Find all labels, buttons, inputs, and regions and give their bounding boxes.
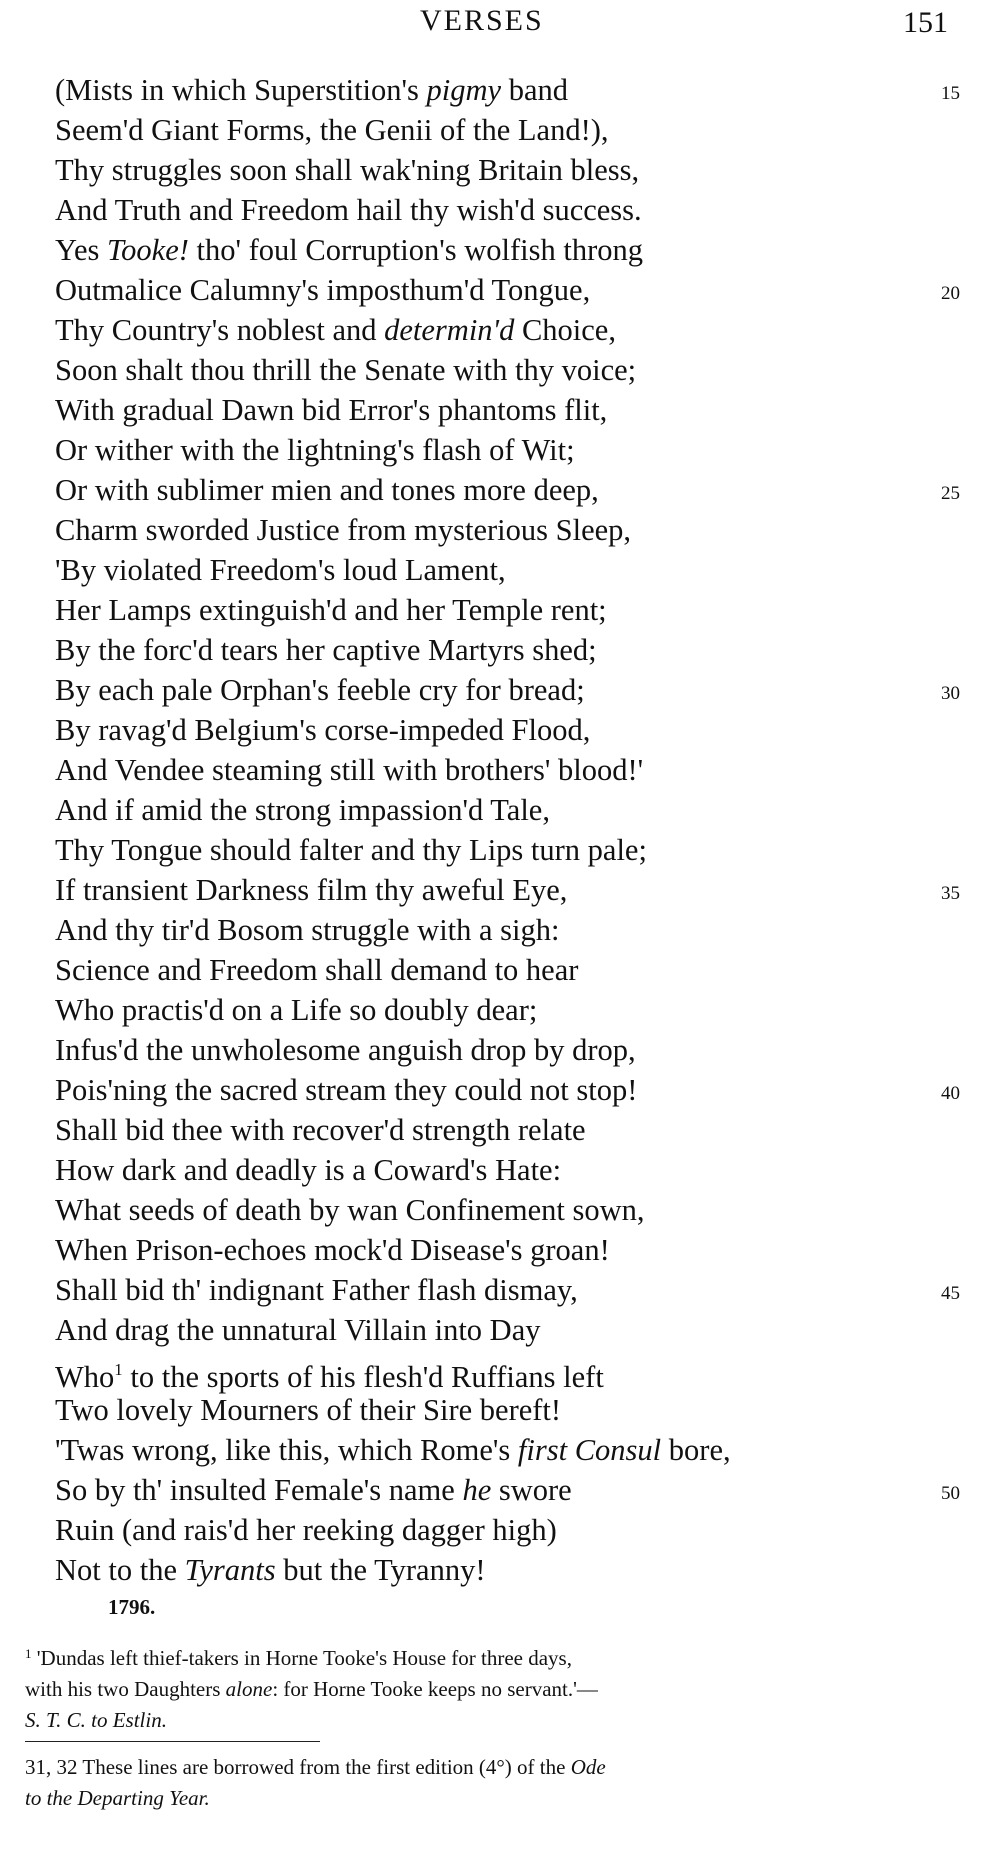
verse-text xyxy=(55,1190,645,1230)
footnote-reference: 1 xyxy=(114,1360,123,1379)
verse-fragment: swore xyxy=(491,1473,572,1507)
verse-text xyxy=(55,950,578,990)
verse-text xyxy=(55,1030,636,1070)
verse-text xyxy=(55,870,567,910)
line-number: 20 xyxy=(941,283,960,304)
verse-text xyxy=(55,750,643,790)
verse-fragment: Yes xyxy=(55,233,108,267)
verse-text xyxy=(55,1470,572,1510)
verse-fragment: If transient Darkness film thy aweful Eye, xyxy=(55,873,568,907)
verse-text xyxy=(55,110,609,150)
italic-phrase: Tooke! xyxy=(107,233,189,267)
verse-fragment: tho' foul Corruption's wolfish throng xyxy=(188,233,643,267)
verse-text xyxy=(55,1390,561,1430)
verse-fragment: band xyxy=(501,73,568,107)
verse-fragment: And drag the unnatural Villain into Day xyxy=(55,1313,541,1347)
verse-line xyxy=(0,1230,1000,1270)
poem-date: 1796. xyxy=(108,1595,156,1619)
footnote-1-line-1 xyxy=(25,1638,970,1674)
verse-line xyxy=(0,670,1000,710)
verse-fragment: And thy tir'd Bosom struggle with a sigh: xyxy=(55,913,560,947)
verse-fragment: Her Lamps extinguish'd and her Temple rent; xyxy=(55,593,607,627)
footnote-1-line-3 xyxy=(25,1705,970,1736)
verse-line xyxy=(0,430,1000,470)
verse-text xyxy=(55,590,607,630)
verse-fragment: Thy Tongue should falter and thy Lips turn pale; xyxy=(55,833,647,867)
verse-text xyxy=(55,630,597,670)
footnote-marker: 1 xyxy=(25,1646,32,1661)
verse-fragment: By ravag'd Belgium's corse-impeded Flood, xyxy=(55,713,591,747)
verse-text xyxy=(55,910,560,950)
footnote-1-text-1: 'Dundas left thief-takers in Horne Tooke's House for three days, xyxy=(36,1646,572,1670)
verse-fragment: Thy Country's noblest and xyxy=(55,313,385,347)
italic-phrase: first Consul xyxy=(517,1433,662,1467)
verse-fragment: Two lovely Mourners of their Sire bereft! xyxy=(55,1393,562,1427)
verse-text xyxy=(55,1230,610,1270)
line-number: 25 xyxy=(941,483,960,504)
verse-text xyxy=(55,670,585,710)
italic-phrase: determin'd xyxy=(384,313,515,347)
verse-fragment: Shall bid th' indignant Father flash dismay, xyxy=(55,1273,578,1307)
line-number: 15 xyxy=(941,83,960,104)
verse-fragment: Infus'd the unwholesome anguish drop by drop, xyxy=(55,1033,636,1067)
verse-text xyxy=(55,270,590,310)
verse-line xyxy=(0,1070,1000,1110)
verse-fragment: Pois'ning the sacred stream they could not stop! xyxy=(55,1073,638,1107)
verse-text xyxy=(55,350,636,390)
verse-text xyxy=(55,1110,586,1150)
verse-line xyxy=(0,550,1000,590)
verse-text xyxy=(55,470,599,510)
verse-text xyxy=(55,1150,561,1190)
footnote-2-line-1 xyxy=(25,1752,970,1783)
verse-text xyxy=(55,550,506,590)
footnote-2-text-1b: Ode xyxy=(570,1755,606,1779)
verse-fragment: When Prison-echoes mock'd Disease's groan! xyxy=(55,1233,610,1267)
verse-text xyxy=(55,830,647,870)
footnote-1-text-2a: with his two Daughters xyxy=(25,1677,226,1701)
line-number: 50 xyxy=(941,1483,960,1504)
verse-text xyxy=(55,310,616,350)
verse-line xyxy=(0,270,1000,310)
verse-fragment: 'By violated Freedom's loud Lament, xyxy=(55,553,506,587)
footnote-1-line-2 xyxy=(25,1674,970,1705)
footnote-2-line-2 xyxy=(25,1783,970,1814)
verse-fragment: Soon shalt thou thrill the Senate with thy voice; xyxy=(55,353,637,387)
verse-line xyxy=(0,1470,1000,1510)
verse-line xyxy=(0,990,1000,1030)
verse-fragment: And if amid the strong impassion'd Tale, xyxy=(55,793,550,827)
verse-fragment: Who xyxy=(55,1360,115,1394)
verse-fragment: With gradual Dawn bid Error's phantoms flit, xyxy=(55,393,608,427)
verse-fragment: 'Twas wrong, like this, which Rome's xyxy=(55,1433,518,1467)
footnote-2-text-2: to the Departing Year. xyxy=(25,1786,210,1810)
verse-line xyxy=(0,510,1000,550)
verse-text xyxy=(55,1550,486,1590)
verse-fragment: Or with sublimer mien and tones more deep, xyxy=(55,473,599,507)
verse-line xyxy=(0,910,1000,950)
verse-fragment: Outmalice Calumny's imposthum'd Tongue, xyxy=(55,273,591,307)
verse-line xyxy=(0,190,1000,230)
verse-fragment: Choice, xyxy=(514,313,616,347)
verse-line xyxy=(0,1430,1000,1470)
verse-line xyxy=(0,630,1000,670)
verse-line xyxy=(0,110,1000,150)
verse-line xyxy=(0,950,1000,990)
verse-fragment: Thy struggles soon shall wak'ning Britain bless, xyxy=(55,153,640,187)
verse-text xyxy=(55,990,537,1030)
verse-fragment: Who practis'd on a Life so doubly dear; xyxy=(55,993,538,1027)
verse-text xyxy=(55,390,607,430)
verse-line xyxy=(0,1270,1000,1310)
verse-line xyxy=(0,1150,1000,1190)
page-number: 151 xyxy=(903,6,948,39)
verse-line xyxy=(0,870,1000,910)
verse-line xyxy=(0,1310,1000,1350)
verse-fragment: So by th' insulted Female's name xyxy=(55,1473,463,1507)
verse-fragment: (Mists in which Superstition's xyxy=(55,73,427,107)
footnote-1-text-2c: : for Horne Tooke keeps no servant.'— xyxy=(272,1677,598,1701)
verse-fragment: to the sports of his flesh'd Ruffians left xyxy=(122,1360,604,1394)
verse-fragment: Charm sworded Justice from mysterious Sleep, xyxy=(55,513,632,547)
verse-line xyxy=(0,710,1000,750)
line-number: 40 xyxy=(941,1083,960,1104)
verse-line xyxy=(0,1110,1000,1150)
verse-fragment: And Vendee steaming still with brothers' blood!' xyxy=(55,753,644,787)
verse-text xyxy=(55,70,568,110)
verse-line xyxy=(0,230,1000,270)
line-number: 45 xyxy=(941,1283,960,1304)
verse-text xyxy=(55,1430,731,1470)
verse-text xyxy=(55,230,643,270)
verse-line xyxy=(0,830,1000,870)
footnote-2-text-1a: 31, 32 These lines are borrowed from the first edition (4°) of the xyxy=(25,1755,571,1779)
verse-line xyxy=(0,1510,1000,1550)
poem-body xyxy=(0,70,1000,1590)
verse-text xyxy=(55,1070,637,1110)
verse-fragment: What seeds of death by wan Confinement sown, xyxy=(55,1193,645,1227)
page-header xyxy=(0,4,1000,52)
footnote-1-attribution: S. T. C. to Estlin. xyxy=(25,1708,167,1732)
verse-line xyxy=(0,1390,1000,1430)
verse-text xyxy=(55,790,550,830)
italic-phrase: Tyrants xyxy=(184,1553,276,1587)
verse-line xyxy=(0,150,1000,190)
verse-fragment: Not to the xyxy=(55,1553,185,1587)
line-number: 35 xyxy=(941,883,960,904)
verse-fragment: Shall bid thee with recover'd strength relate xyxy=(55,1113,586,1147)
verse-line xyxy=(0,70,1000,110)
line-number: 30 xyxy=(941,683,960,704)
verse-fragment: Or wither with the lightning's flash of Wit; xyxy=(55,433,575,467)
verse-fragment: bore, xyxy=(661,1433,731,1467)
running-head: VERSES xyxy=(420,4,544,37)
verse-fragment: And Truth and Freedom hail thy wish'd success. xyxy=(55,193,642,227)
italic-phrase: he xyxy=(462,1473,492,1507)
verse-fragment: By the forc'd tears her captive Martyrs shed; xyxy=(55,633,597,667)
verse-fragment: Seem'd Giant Forms, the Genii of the Land!), xyxy=(55,113,609,147)
verse-line xyxy=(0,1350,1000,1394)
footnote-2 xyxy=(25,1752,970,1814)
verse-line xyxy=(0,590,1000,630)
verse-text xyxy=(55,710,590,750)
verse-text xyxy=(55,150,639,190)
verse-fragment: but the Tyranny! xyxy=(275,1553,486,1587)
verse-text xyxy=(55,430,575,470)
footnote-1-text-2b: alone xyxy=(225,1677,273,1701)
verse-line xyxy=(0,750,1000,790)
verse-fragment: Science and Freedom shall demand to hear xyxy=(55,953,579,987)
verse-text xyxy=(55,1510,557,1550)
footnote-divider xyxy=(25,1741,320,1742)
verse-fragment: How dark and deadly is a Coward's Hate: xyxy=(55,1153,562,1187)
italic-phrase: pigmy xyxy=(426,73,502,107)
verse-fragment: By each pale Orphan's feeble cry for bread; xyxy=(55,673,585,707)
verse-line xyxy=(0,470,1000,510)
verse-line xyxy=(0,1190,1000,1230)
verse-text xyxy=(55,1310,541,1350)
verse-line xyxy=(0,350,1000,390)
verse-text xyxy=(55,510,631,550)
verse-text xyxy=(55,1270,578,1310)
verse-line xyxy=(0,1030,1000,1070)
verse-fragment: Ruin (and rais'd her reeking dagger high) xyxy=(55,1513,557,1547)
verse-text xyxy=(55,190,642,230)
verse-line xyxy=(0,790,1000,830)
verse-line xyxy=(0,310,1000,350)
verse-line xyxy=(0,390,1000,430)
footnote-1 xyxy=(25,1638,970,1736)
verse-line xyxy=(0,1550,1000,1590)
